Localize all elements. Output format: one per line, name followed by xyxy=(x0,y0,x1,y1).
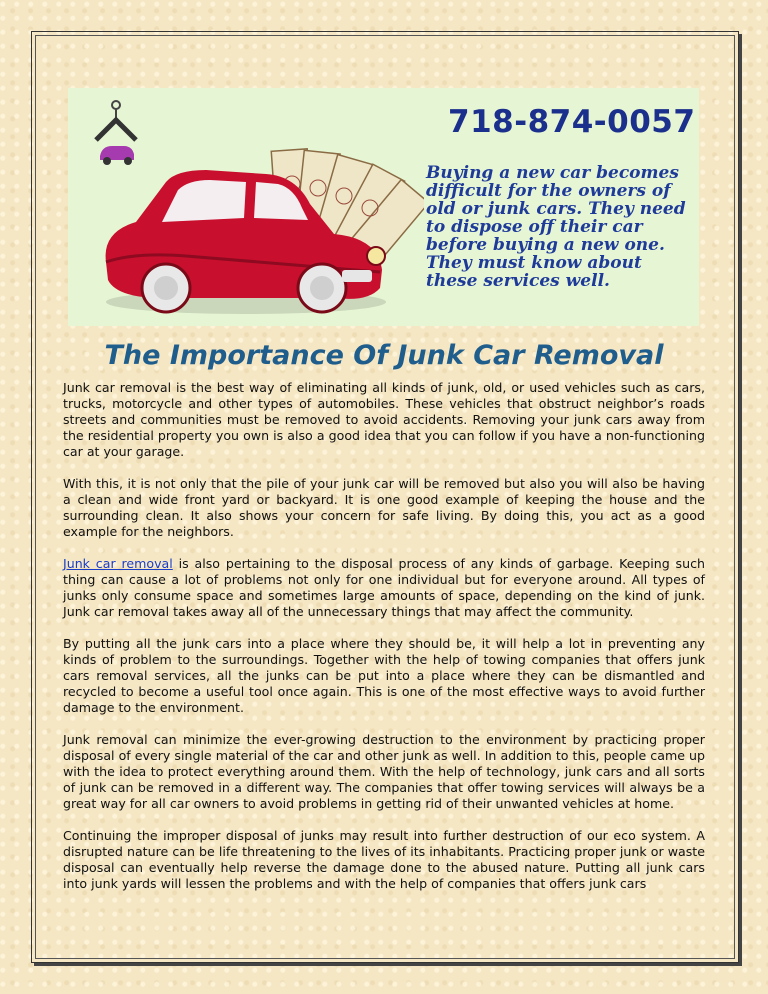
paragraph-3 xyxy=(63,556,705,620)
paragraph-2: With this, it is not only that the pile of your junk car will be removed but also you will also be having a clean and wide front yard or backyard. It is one good example of keeping the house and the surrounding clean. It also shows your concern for safe living. By doing this, you act as a good example for the neighbors. xyxy=(63,476,705,539)
red-car-icon xyxy=(96,152,396,320)
promo-text: Buying a new car becomes difficult for the owners of old or junk cars. They need to dispose off their car before buying a new one. They must know about these services well. xyxy=(426,163,686,291)
paragraph-1: Junk car removal is the best way of eliminating all kinds of junk, old, or used vehicles such as cars, trucks, motorcycle and other types of automobiles. These vehicles that obstruct neighbor’s roads streets and communities must be removed to avoid accidents. Removing your junk cars away from the residential property you own is also a good idea that you can follow if you have a non-functioning car at your garage. xyxy=(63,380,705,459)
article-title: The Importance Of Junk Car Removal xyxy=(104,340,664,371)
paragraph-3-text: is also pertaining to the disposal process of any kinds of garbage. Keeping such thing can cause a lot of problems not only for one individual but for everyone around. All types of junks only consume space and sometimes large amounts of space, depending on the kind of junk. Junk car removal takes away all of the unnecessary things that may affect the community. xyxy=(63,556,705,619)
junk-car-removal-link[interactable]: Junk car removal xyxy=(63,556,173,571)
paragraph-5: Junk removal can minimize the ever-growing destruction to the environment by practicing proper disposal of every single material of the car and other junk as well. In addition to this, people came up with the idea to protect everything around them. With the help of technology, junk cars and all sorts of junk can be removed in a different way. The companies that offer towing services will always be a great way for all car owners to avoid problems in getting rid of their unwanted vehicles at home. xyxy=(63,732,705,811)
phone-number: 718-874-0057 xyxy=(448,104,696,140)
article-body xyxy=(63,380,705,908)
paragraph-4: By putting all the junk cars into a place where they should be, it will help a lot in preventing any kinds of problem to the surroundings. Together with the help of towing companies that offers junk cars removal services, all the junks can be put into a place where they can be dismantled and recycled to become a useful tool once again. This is one of the most effective ways to avoid further damage to the environment. xyxy=(63,636,705,715)
paragraph-6: Continuing the improper disposal of junks may result into further destruction of our eco system. A disrupted nature can be life threatening to the lives of its inhabitants. Practicing proper junk or waste disposal can eventually help reverse the damage done to the abused nature. Putting all junk cars into junk yards will lessen the problems and with the help of companies that offers junk cars xyxy=(63,828,705,891)
ad-banner xyxy=(68,88,699,326)
